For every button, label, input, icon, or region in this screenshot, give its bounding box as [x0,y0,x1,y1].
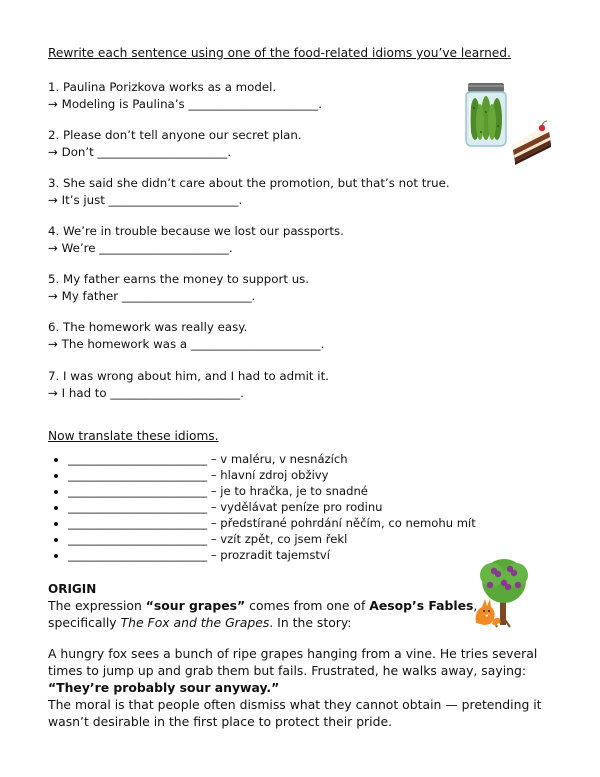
source-highlight: Aesop’s Fables [369,598,474,613]
exercise-2 [48,127,302,161]
fable-title: The Fox and the Grapes [120,615,270,630]
list-item [68,515,476,531]
translation-blank[interactable]: ________________________ [68,548,208,562]
text-run: specifically [48,615,121,630]
answer-blank[interactable]: ______________________. [99,241,233,255]
exercise-sentence: We’re in trouble because we lost our passports. [63,224,344,238]
story-line: wasn’t desirable in the first place to protect their pride. [48,714,393,729]
exercise-number: 6. [48,320,60,334]
translation-blank[interactable]: ________________________ [68,500,208,514]
cake-slice-icon [509,120,555,166]
answer-blank[interactable]: ______________________. [188,97,322,111]
list-item [68,499,476,515]
exercise-number: 3. [48,176,60,190]
exercise-number: 4. [48,224,60,238]
translation-blank[interactable]: ________________________ [68,516,208,530]
answer-blank[interactable]: ______________________. [108,193,243,207]
answer-blank[interactable]: ______________________. [190,337,325,351]
translation-text: – v maléru, v nesnázích [210,452,348,466]
exercise-sentence: My father earns the money to support us. [63,272,310,286]
text-run: comes from one of [245,598,370,613]
exercise-number: 7. [48,369,60,383]
origin-title: ORIGIN [48,582,97,596]
translation-list [48,451,476,563]
translation-blank[interactable]: ________________________ [68,532,208,546]
translation-text: – hlavní zdroj obživy [210,468,329,482]
answer-prefix: → We’re [48,241,96,255]
origin-story-paragraph [48,645,542,730]
exercise-3 [48,175,450,209]
fox-and-grape-tree-icon [470,557,532,629]
translate-heading: Now translate these idioms. [48,429,219,443]
translation-blank[interactable]: ________________________ [68,484,208,498]
list-item [68,531,476,547]
origin-intro-paragraph [48,597,477,631]
exercise-5 [48,271,309,305]
exercise-1 [48,79,322,113]
answer-prefix: → It’s just [48,193,105,207]
exercise-4 [48,223,344,257]
translation-blank[interactable]: ________________________ [68,468,208,482]
translation-text: – je to hračka, je to snadné [210,484,368,498]
story-line: The moral is that people often dismiss what they cannot obtain — pretending it [48,697,542,712]
story-line: times to jump up and grab them but fails. Frustrated, he walks away, saying: [48,663,527,678]
exercise-sentence: Please don’t tell anyone our secret plan. [63,128,302,142]
exercise-number: 5. [48,272,60,286]
idiom-highlight: “sour grapes” [145,598,246,613]
answer-prefix: → The homework was a [48,337,188,351]
exercise-number: 2. [48,128,60,142]
story-line: A hungry fox sees a bunch of ripe grapes hanging from a vine. He tries several [48,646,538,661]
list-item [68,483,476,499]
answer-blank[interactable]: ______________________. [110,386,244,400]
translation-text: – vydělávat peníze pro rodinu [210,500,383,514]
text-run: The expression [48,598,146,613]
text-run: , [473,598,478,613]
exercise-6 [48,319,324,353]
pickle-jar-icon [462,82,510,148]
fox-quote: “They’re probably sour anyway.” [48,680,280,695]
instruction-heading: Rewrite each sentence using one of the food-related idioms you’ve learned. [48,46,511,60]
list-item [68,451,476,467]
translation-text: – vzít zpět, co jsem řekl [210,532,348,546]
list-item [68,467,476,483]
exercise-sentence: The homework was really easy. [63,320,248,334]
translation-blank[interactable]: ________________________ [68,452,208,466]
list-item [68,547,476,563]
answer-prefix: → Modeling is Paulina’s [48,97,185,111]
exercise-sentence: I was wrong about him, and I had to admit it. [63,369,329,383]
answer-prefix: → My father [48,289,119,303]
translation-text: – předstírané pohrdání něčím, co nemohu mít [210,516,476,530]
exercise-sentence: She said she didn’t care about the promotion, but that’s not true. [63,176,450,190]
exercise-7 [48,368,329,402]
exercise-number: 1. [48,80,60,94]
exercise-sentence: Paulina Porizkova works as a model. [63,80,277,94]
text-run: . In the story: [269,615,352,630]
answer-prefix: → Don’t [48,145,94,159]
answer-blank[interactable]: ______________________. [97,145,232,159]
answer-blank[interactable]: ______________________. [121,289,256,303]
translation-text: – prozradit tajemství [210,548,330,562]
answer-prefix: → I had to [48,386,107,400]
